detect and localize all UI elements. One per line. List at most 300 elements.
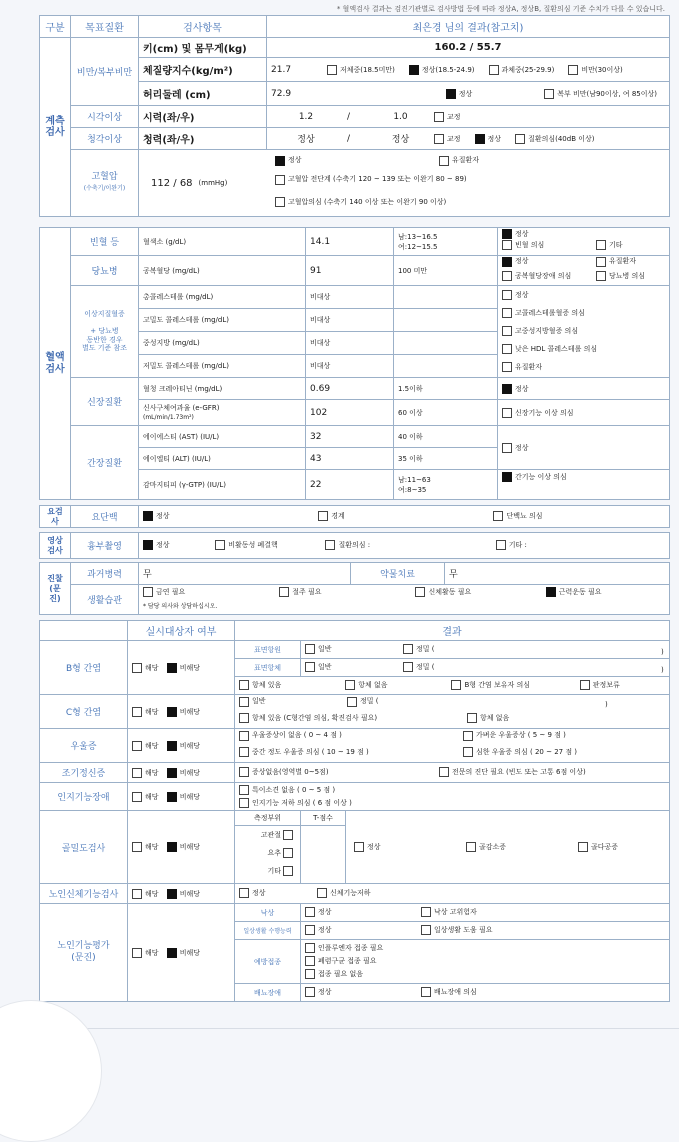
hemoglobin-ref-male: 남:13~16.5	[398, 232, 438, 241]
creatinine-ref: 1.5이하	[394, 378, 498, 400]
ggt-label: 감마지티피 (γ-GTP) (IU/L)	[139, 470, 306, 500]
checkbox-icon	[239, 731, 249, 741]
checked-box-icon	[475, 134, 485, 144]
habit-option-activity: 신체활동 필요	[428, 588, 472, 596]
checkbox-icon	[143, 587, 153, 597]
checkbox-icon	[502, 408, 512, 418]
waist-option-abdominal-obesity: 복부 비만(남90이상, 여 85이상)	[557, 89, 657, 98]
early-yes: 해당	[145, 768, 159, 777]
diabetes-option-ifg: 공복혈당장애 의심	[515, 271, 572, 280]
checkbox-icon	[502, 443, 512, 453]
checkbox-icon	[239, 747, 249, 757]
early-option-none: 증상없음(영역별 0~5점)	[252, 767, 329, 776]
checkbox-icon	[415, 587, 425, 597]
header-result: 최은경 님의 결과(참고치)	[267, 16, 670, 38]
alt-ref: 35 이하	[394, 448, 498, 470]
checkbox-icon	[283, 830, 293, 840]
checked-box-icon	[446, 89, 456, 99]
lipid-option-triglyceride: 고중성지방혈증 의심	[515, 327, 579, 335]
creatinine-label: 혈청 크레아티닌 (mg/dL)	[139, 378, 306, 400]
hepc-yes: 해당	[145, 707, 159, 716]
hepb-no: 비해당	[179, 663, 201, 672]
bone-site-spine: 요추	[267, 849, 281, 857]
target-anemia: 빈혈 등	[71, 228, 139, 256]
checked-box-icon	[502, 229, 512, 239]
checkbox-icon	[239, 888, 249, 898]
adl-option-normal: 정상	[318, 925, 332, 934]
depression-yes: 해당	[145, 741, 159, 750]
target-obesity: 비만/복부비만	[71, 38, 139, 106]
early-psychosis-label: 조기정신증	[40, 763, 128, 783]
checked-box-icon	[502, 384, 512, 394]
bone-option-normal: 정상	[367, 843, 381, 851]
checked-box-icon	[502, 257, 512, 267]
bp-option-hypertension: 고혈압의심 (수축기 140 이상 또는 이완기 90 이상)	[288, 197, 447, 206]
checked-box-icon	[502, 472, 512, 482]
hearing-right: 정상	[391, 135, 410, 145]
checkbox-icon	[421, 907, 431, 917]
checkbox-icon	[275, 197, 285, 207]
checked-box-icon	[546, 587, 556, 597]
checked-box-icon	[167, 842, 177, 852]
habit-option-strength: 근력운동 필요	[558, 588, 602, 596]
ast-ref: 40 이하	[394, 426, 498, 448]
adl-option-help: 일상생활 도움 필요	[434, 925, 493, 934]
depression-no: 비해당	[179, 741, 201, 750]
bp-unit: (mmHg)	[198, 179, 228, 187]
checked-box-icon	[167, 707, 177, 717]
diabetes-option-normal: 정상	[515, 257, 529, 265]
lipid-option-normal: 정상	[515, 291, 529, 299]
checkbox-icon	[132, 842, 142, 852]
checkbox-icon	[317, 888, 327, 898]
depression-label: 우울증	[40, 729, 128, 763]
checked-box-icon	[167, 792, 177, 802]
bmi-option-normal: 정상(18.5-24.9)	[421, 65, 475, 74]
habit-option-drinking: 절주 필요	[292, 588, 322, 596]
elderly-eval-sub: (문진)	[71, 952, 96, 963]
section-xray: 영상검사	[40, 533, 71, 559]
bmi-option-overweight: 과체중(25-29.9)	[501, 65, 555, 74]
bmi-value: 21.7	[271, 64, 292, 75]
vision-label: 시력(좌/우)	[139, 106, 267, 128]
hemoglobin-value: 14.1	[306, 228, 394, 256]
checkbox-icon	[305, 907, 315, 917]
hepc-label: C형 간염	[40, 695, 128, 729]
bmi-label: 체질량지수(kg/m²)	[139, 58, 267, 82]
checked-box-icon	[167, 768, 177, 778]
col-target-header: 실시대상자 여부	[128, 621, 235, 641]
hepc-no: 비해당	[179, 707, 201, 716]
elderly-physical-no: 비해당	[179, 889, 201, 898]
diabetes-option-patient: 유질환자	[609, 257, 637, 265]
elderly-physical-yes: 해당	[145, 889, 159, 898]
checkbox-icon	[239, 785, 249, 795]
checked-box-icon	[275, 156, 285, 166]
hemoglobin-ref-female: 여:12~15.5	[398, 242, 438, 251]
checkbox-icon	[305, 987, 315, 997]
ggt-ref-male: 남:11~63	[398, 475, 431, 484]
hemoglobin-label: 혈색소 (g/dL)	[139, 228, 306, 256]
elderly-eval-no: 비해당	[179, 948, 201, 957]
lipid-row-label: 저밀도 콜레스테롤 (mg/dL)	[139, 355, 306, 378]
xray-option-other: 기타 :	[508, 540, 527, 549]
measure-table	[39, 15, 670, 217]
checkbox-icon	[132, 663, 142, 673]
bone-yes: 해당	[145, 843, 159, 851]
checkbox-icon	[596, 240, 606, 250]
xray-table	[39, 532, 670, 559]
checkbox-icon	[239, 680, 249, 690]
hepc-option-antibody: 항체 있음 (C형간염 의심, 확진검사 필요)	[252, 713, 378, 722]
depression-option-none: 우울증상이 없음 ( 0 ~ 4 점 )	[252, 731, 342, 739]
section-urine: 요검사	[40, 506, 71, 528]
checkbox-icon	[434, 112, 444, 122]
checkbox-icon	[463, 747, 473, 757]
gfr-unit: (mL/min/1.73m²)	[143, 413, 194, 421]
blood-table	[39, 227, 670, 500]
checkbox-icon	[345, 680, 355, 690]
lipid-row-label: 중성지방 (mg/dL)	[139, 332, 306, 355]
checkbox-icon	[439, 767, 449, 777]
vision-right: 1.0	[393, 111, 408, 122]
anemia-option-normal: 정상	[515, 229, 529, 238]
elderly-physical-option-normal: 정상	[252, 888, 266, 897]
checkbox-icon	[596, 271, 606, 281]
checkbox-icon	[283, 866, 293, 876]
kidney-option-normal: 정상	[515, 384, 529, 393]
hepb-antibody: 표면항체	[235, 659, 301, 677]
checkbox-icon	[327, 65, 337, 75]
drug-value: 무	[445, 563, 670, 585]
lipid-target-line1: 이상지질혈증	[84, 310, 125, 318]
checkbox-icon	[493, 511, 503, 521]
cognitive-label: 인지기능장애	[40, 783, 128, 811]
lipid-option-patient: 유질환자	[515, 363, 543, 371]
checkbox-icon	[466, 842, 476, 852]
urine-option-normal: 정상	[156, 511, 170, 520]
checked-box-icon	[167, 889, 177, 899]
kidney-option-suspect: 신장기능 이상 의심	[515, 408, 574, 417]
target-vision: 시각이상	[71, 106, 139, 128]
urinary-option-normal: 정상	[318, 987, 332, 996]
elderly-eval-yes: 해당	[145, 948, 159, 957]
checkbox-icon	[596, 257, 606, 267]
ast-value: 32	[306, 426, 394, 448]
lipid-row-value: 비대상	[306, 355, 394, 378]
bottom-divider	[0, 1028, 679, 1029]
xray-option-tb: 비활동성 폐결핵	[228, 540, 278, 549]
hepb-label: B형 간염	[40, 641, 128, 695]
ggt-ref-female: 여:8~35	[398, 485, 427, 494]
hepb-option-pending: 판정보류	[592, 680, 620, 689]
cognitive-yes: 해당	[145, 792, 159, 801]
alt-value: 43	[306, 448, 394, 470]
checkbox-icon	[239, 697, 249, 707]
hepc-precise: 정밀 (	[360, 697, 379, 705]
urinary-option-suspect: 배뇨장애 의심	[434, 987, 477, 996]
lipid-target-line2: + 당뇨병	[90, 326, 119, 335]
bone-option-osteoporosis: 골다공증	[591, 843, 619, 851]
bp-option-patient: 유질환자	[452, 156, 480, 164]
checkbox-icon	[215, 540, 225, 550]
checkbox-icon	[502, 308, 512, 318]
hearing-option-normal: 정상	[487, 134, 502, 143]
urinary-label: 배뇨장애	[235, 984, 301, 1002]
lipid-target-line4: 별도 기준 참조	[81, 344, 128, 353]
waist-label: 허리둘레 (cm)	[139, 82, 267, 106]
bone-site-hip: 고관절	[260, 831, 281, 839]
fall-label: 낙상	[235, 904, 301, 922]
checkbox-icon	[451, 680, 461, 690]
target-hearing: 청각이상	[71, 128, 139, 150]
hearing-sep: /	[347, 133, 351, 144]
checkbox-icon	[132, 741, 142, 751]
habit-label: 생활습관	[71, 585, 139, 615]
early-option-specialist: 전문의 진단 필요 (빈도 또는 고통 6점 이상)	[452, 767, 586, 776]
checkbox-icon	[354, 842, 364, 852]
creatinine-value: 0.69	[306, 378, 394, 400]
checkbox-icon	[132, 948, 142, 958]
gfr-label: 신사구체여과율 (e-GFR)	[143, 403, 220, 412]
checkbox-icon	[421, 987, 431, 997]
hepc-normal: 일반	[252, 697, 266, 705]
target-urine-protein: 요단백	[71, 506, 139, 528]
vision-sep: /	[347, 111, 351, 122]
ggt-value: 22	[306, 470, 394, 500]
lipid-row-label: 총콜레스테롤 (mg/dL)	[139, 286, 306, 309]
header-item: 검사항목	[139, 16, 267, 38]
checkbox-icon	[347, 697, 357, 707]
checkbox-icon	[403, 662, 413, 672]
early-no: 비해당	[179, 768, 201, 777]
glucose-ref: 100 미만	[394, 256, 498, 286]
cognitive-no: 비해당	[179, 792, 201, 801]
hepb-antigen-normal: 일반	[318, 644, 332, 653]
checkbox-icon	[132, 768, 142, 778]
checkbox-icon	[279, 587, 289, 597]
checkbox-icon	[502, 290, 512, 300]
checkbox-icon	[502, 344, 512, 354]
fall-option-high-risk: 낙상 고위험자	[434, 907, 477, 916]
bp-target-sub: (수축기/이완기)	[83, 185, 126, 192]
fall-option-normal: 정상	[318, 907, 332, 916]
checkbox-icon	[318, 511, 328, 521]
checkbox-icon	[305, 956, 315, 966]
elderly-eval-title: 노인기능평가	[57, 941, 110, 952]
checkbox-icon	[578, 842, 588, 852]
checkbox-icon	[239, 713, 249, 723]
checked-box-icon	[409, 65, 419, 75]
checkbox-icon	[463, 731, 473, 741]
checked-box-icon	[143, 540, 153, 550]
waist-option-normal: 정상	[458, 89, 473, 98]
checkbox-icon	[502, 326, 512, 336]
target-kidney: 신장질환	[71, 378, 139, 426]
height-weight-label: 키(cm) 및 몸무게(kg)	[139, 38, 267, 58]
hepb-antibody-precise: 정밀 (	[416, 662, 435, 671]
checkbox-icon	[568, 65, 578, 75]
hepb-option-no-antibody: 항체 없음	[358, 680, 388, 689]
vaccine-label: 예방접종	[235, 940, 301, 984]
hepb-antigen-close: )	[661, 647, 664, 656]
lipid-row-value: 비대상	[306, 286, 394, 309]
lipid-row-value: 비대상	[306, 309, 394, 332]
waist-value: 72.9	[271, 88, 292, 99]
section-blood: 혈액검사	[40, 228, 71, 500]
corner-circle	[0, 1000, 102, 1142]
height-weight-value: 160.2 / 55.7	[267, 38, 670, 58]
lipid-option-cholesterol: 고콜레스테롤혈증 의심	[515, 309, 585, 317]
liver-option-normal: 정상	[515, 443, 529, 452]
target-chest-xray: 흉부촬영	[71, 533, 139, 559]
section-measure: 계측검사	[40, 38, 71, 217]
checked-box-icon	[167, 663, 177, 673]
vaccine-option-none: 접종 필요 없음	[318, 970, 364, 978]
checkbox-icon	[502, 271, 512, 281]
checked-box-icon	[167, 948, 177, 958]
elderly-physical-label: 노인신체기능검사	[40, 884, 128, 904]
bp-value: 112 / 68	[151, 177, 193, 189]
checkbox-icon	[305, 662, 315, 672]
hearing-option-suspect: 질환의심(40dB 이상)	[528, 134, 595, 143]
checkbox-icon	[275, 175, 285, 185]
checkbox-icon	[502, 240, 512, 250]
depression-option-mild: 가벼운 우울증상 ( 5 ~ 9 점 )	[476, 731, 566, 739]
hearing-option-corrected: 교정	[447, 134, 461, 143]
habit-note: * 담당 의사와 상담하십시오.	[143, 603, 218, 610]
habit-option-smoking: 금연 필요	[156, 588, 186, 596]
hepb-antibody-close: )	[661, 665, 664, 674]
checkbox-icon	[421, 925, 431, 935]
hepb-option-antibody: 항체 있음	[252, 680, 282, 689]
gfr-ref: 60 이상	[394, 400, 498, 426]
checkbox-icon	[325, 540, 335, 550]
checkbox-icon	[544, 89, 554, 99]
lipid-option-low-hdl: 낮은 HDL 콜레스테롤 의심	[515, 345, 598, 353]
checkbox-icon	[132, 792, 142, 802]
depression-option-severe: 심한 우울증 의심 ( 20 ~ 27 점 )	[476, 747, 578, 756]
checkbox-icon	[439, 156, 449, 166]
checkbox-icon	[132, 889, 142, 899]
adl-label: 일상생활 수행능력	[235, 922, 301, 940]
lipid-target-line3: 동반한 경우	[86, 335, 123, 344]
consult-table	[39, 562, 670, 615]
checkbox-icon	[239, 798, 249, 808]
elderly-physical-option-decline: 신체기능저하	[330, 888, 371, 897]
hepc-option-no-antibody: 항체 없음	[480, 713, 510, 722]
header-category: 구분	[40, 16, 71, 38]
xray-option-normal: 정상	[156, 540, 170, 549]
vaccine-option-influenza: 인플루엔자 접종 필요	[318, 944, 384, 952]
target-lipid	[71, 286, 139, 378]
bone-site-other: 기타	[267, 867, 281, 875]
depression-option-moderate: 중간 정도 우울증 의심 ( 10 ~ 19 점 )	[252, 747, 369, 756]
checkbox-icon	[283, 848, 293, 858]
checkbox-icon	[305, 925, 315, 935]
drug-label: 약물치료	[351, 563, 445, 585]
hepb-yes: 해당	[145, 663, 159, 672]
bp-option-prehypertension: 고혈압 전단계 (수축기 120 ~ 139 또는 이완기 80 ~ 89)	[288, 175, 467, 183]
vaccine-option-pneumococcal: 폐렴구균 접종 필요	[318, 957, 377, 965]
bp-option-normal: 정상	[288, 156, 302, 164]
section-consult: 진찰(문진)	[40, 563, 71, 615]
cognitive-option-normal: 특이소견 없음 ( 0 ~ 5 점 )	[252, 785, 336, 794]
glucose-label: 공복혈당 (mg/dL)	[139, 256, 306, 286]
bmi-option-obese: 비만(30이상)	[581, 65, 623, 74]
hepb-antibody-normal: 일반	[318, 662, 332, 671]
xray-option-suspect: 질환의심 :	[338, 540, 371, 549]
checkbox-icon	[305, 644, 315, 654]
hepb-antigen: 표면항원	[235, 641, 301, 659]
checkbox-icon	[305, 969, 315, 979]
checkbox-icon	[496, 540, 506, 550]
checkbox-icon	[403, 644, 413, 654]
hearing-label: 청력(좌/우)	[139, 128, 267, 150]
target-diabetes: 당뇨병	[71, 256, 139, 286]
diabetes-option-suspect: 당뇨병 의심	[609, 271, 646, 280]
hepb-option-carrier: B형 간염 보유자 의심	[464, 680, 531, 689]
checked-box-icon	[143, 511, 153, 521]
lipid-row-label: 고밀도 콜레스테롤 (mg/dL)	[139, 309, 306, 332]
checkbox-icon	[132, 707, 142, 717]
urine-option-borderline: 경계	[331, 511, 345, 520]
col-result-header: 결과	[235, 621, 670, 641]
urine-option-proteinuria: 단백뇨 의심	[506, 511, 543, 520]
lipid-row-value: 비대상	[306, 332, 394, 355]
disclaimer-note: * 혈액검사 결과는 검진기관별로 검사방법 등에 따라 정상A, 정상B, 질환의심 기준 수치가 다를 수 있습니다.	[336, 5, 665, 13]
bone-no: 비해당	[179, 843, 201, 851]
checkbox-icon	[489, 65, 499, 75]
urine-table	[39, 505, 670, 528]
checkbox-icon	[515, 134, 525, 144]
bone-option-osteopenia: 골감소증	[479, 843, 507, 851]
history-label: 과거병력	[71, 563, 139, 585]
target-liver: 간장질환	[71, 426, 139, 500]
checkbox-icon	[305, 943, 315, 953]
glucose-value: 91	[306, 256, 394, 286]
header-target: 목표질환	[71, 16, 139, 38]
checkbox-icon	[239, 767, 249, 777]
ast-label: 에이에스티 (AST) (IU/L)	[139, 426, 306, 448]
anemia-option-other: 기타	[609, 240, 623, 249]
anemia-option-suspect: 빈혈 의심	[515, 240, 545, 249]
bmi-option-underweight: 저체중(18.5미만)	[340, 65, 395, 74]
vision-option-corrected: 교정	[447, 112, 461, 121]
alt-label: 에이엘티 (ALT) (IU/L)	[139, 448, 306, 470]
checkbox-icon	[502, 362, 512, 372]
history-value: 무	[139, 563, 351, 585]
bone-density-label: 골밀도검사	[40, 811, 128, 884]
vision-left: 1.2	[298, 111, 314, 122]
bone-tscore-header: T-점수	[301, 811, 345, 826]
bone-site-header: 측정부위	[235, 811, 300, 826]
hearing-left: 정상	[297, 135, 315, 145]
elderly-eval-label	[40, 904, 128, 1002]
liver-option-suspect: 간기능 이상 의심	[515, 473, 567, 481]
bp-target-label: 고혈압	[91, 171, 118, 182]
cognitive-option-decline: 인지기능 저하 의심 ( 6 점 이상 )	[252, 798, 352, 807]
extra-table	[39, 620, 670, 1002]
hepc-close: )	[605, 700, 608, 709]
checked-box-icon	[167, 741, 177, 751]
gfr-value: 102	[306, 400, 394, 426]
checkbox-icon	[467, 713, 477, 723]
hepb-antigen-precise: 정밀 (	[416, 644, 435, 653]
target-bp	[71, 150, 139, 217]
checkbox-icon	[580, 680, 590, 690]
checkbox-icon	[434, 134, 444, 144]
